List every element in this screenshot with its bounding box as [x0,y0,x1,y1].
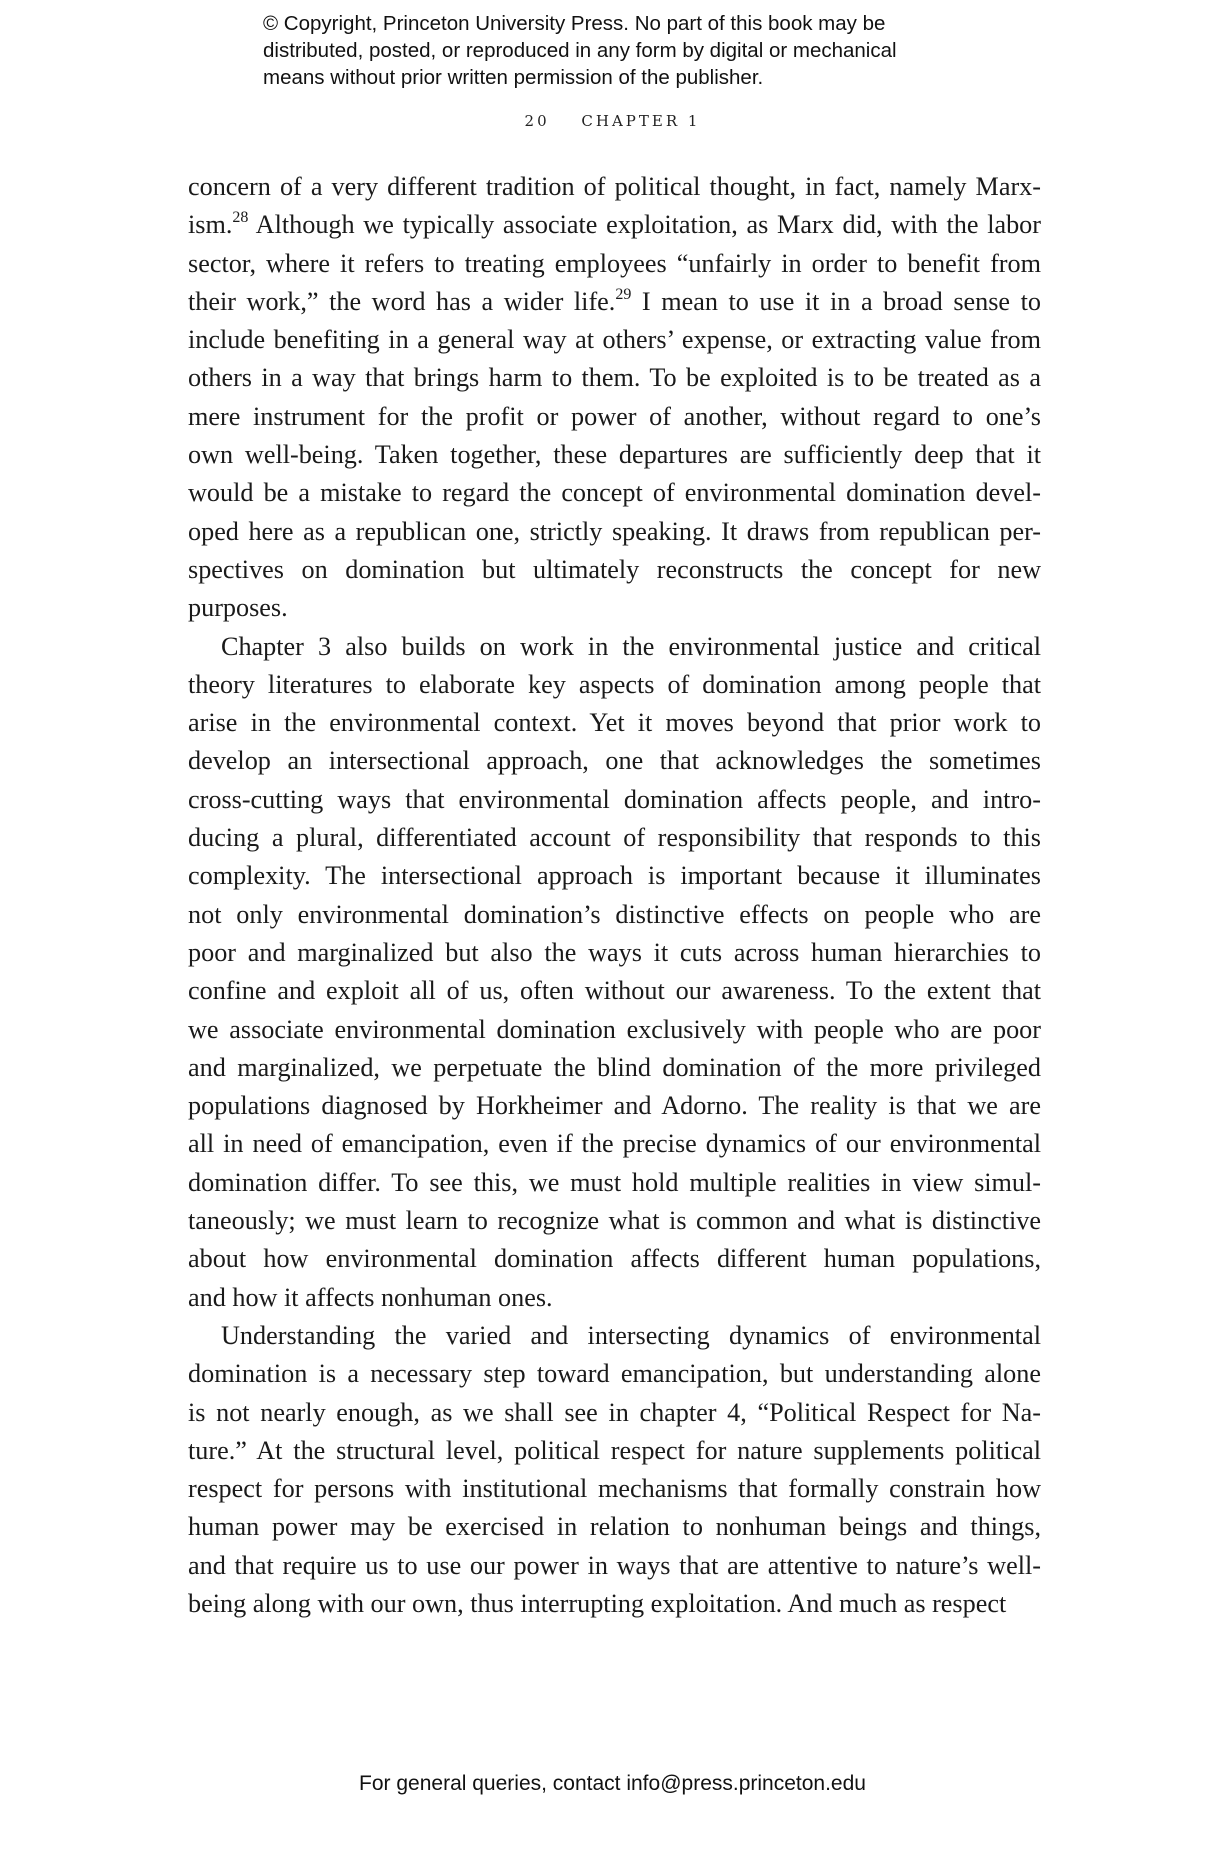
text-segment: arise in the environmental context. Yet it moves beyond that prior work to [188,708,1041,738]
text-line [188,206,1041,244]
text-segment: ducing a plural, differentiated account of responsibility that responds to this [188,823,1041,853]
text-segment: domination is a necessary step toward emancipation, but understanding alone [188,1359,1041,1389]
text-line [188,1011,1041,1049]
text-line [188,551,1041,589]
text-segment: confine and exploit all of us, often without our awareness. To the extent that [188,976,1041,1006]
footer-contact: For general queries, contact info@press.princeton.edu [359,1772,866,1795]
text-segment: poor and marginalized but also the ways it cuts across human hierarchies to [188,937,1041,967]
page-number: 20 [524,112,550,130]
text-segment: cross-cutting ways that environmental domination affects people, and intro- [188,784,1041,814]
text-segment: others in a way that brings harm to them. To be exploited is to be treated as a [188,363,1041,393]
text-segment: we associate environmental domination exclusively with people who are poor [188,1014,1041,1044]
copyright-line: distributed, posted, or reproduced in any form by digital or mechanical [263,39,897,62]
footnote-marker[interactable]: 29 [615,285,632,303]
text-segment: I mean to use it in a broad sense to [631,286,1041,316]
text-segment: domination differ. To see this, we must hold multiple realities in view simul- [188,1167,1041,1197]
text-segment: spectives on domination but ultimately reconstructs the concept for new [188,554,1041,584]
text-line [188,1355,1041,1393]
text-segment: mere instrument for the profit or power of another, without regard to one’s [188,401,1041,431]
copyright-notice [263,10,983,91]
text-line [188,1317,1041,1355]
text-line [188,513,1041,551]
text-line [188,321,1041,359]
text-line [188,168,1041,206]
text-line [188,628,1041,666]
text-line [188,934,1041,972]
text-segment: human power may be exercised in relation to nonhuman beings and things, [188,1512,1041,1542]
text-line [188,666,1041,704]
text-segment: develop an intersectional approach, one that acknowledges the sometimes [188,746,1041,776]
text-line [188,1087,1041,1125]
text-segment: respect for persons with institutional mechanisms that formally constrain how [188,1474,1041,1504]
body-text [188,168,1041,1623]
text-line [188,1164,1041,1202]
text-segment: include benefiting in a general way at others’ expense, or extracting value from [188,325,1041,355]
text-line [188,245,1041,283]
text-line [188,1125,1041,1163]
text-segment: Understanding the varied and intersecting dynamics of environmental [221,1320,1041,1350]
text-segment: theory literatures to elaborate key aspects of domination among people that [188,669,1041,699]
running-head [0,112,1225,130]
text-line [188,781,1041,819]
text-segment: concern of a very different tradition of political thought, in fact, namely Marx- [188,172,1041,201]
footnote-marker[interactable]: 28 [232,209,249,227]
text-line [188,742,1041,780]
text-segment: own well-being. Taken together, these departures are sufficiently deep that it [188,440,1041,470]
text-segment: about how environmental domination affects different human populations, [188,1244,1041,1274]
paragraph [188,1317,1041,1623]
text-line [188,436,1041,474]
text-line [188,704,1041,742]
text-line [188,1394,1041,1432]
text-line [188,896,1041,934]
text-line [188,1049,1041,1087]
text-segment: and that require us to use our power in ways that are attentive to nature’s well- [188,1550,1041,1580]
text-segment: would be a mistake to regard the concept of environmental domination devel- [188,478,1041,508]
text-line [188,857,1041,895]
text-line [188,1508,1041,1546]
text-segment: is not nearly enough, as we shall see in chapter 4, “Political Respect for Na- [188,1397,1041,1427]
text-line [188,283,1041,321]
text-line [188,1432,1041,1470]
text-segment: complexity. The intersectional approach is important because it illuminates [188,861,1041,891]
text-line [188,1202,1041,1240]
text-segment: and how it affects nonhuman ones. [188,1282,553,1312]
text-segment: all in need of emancipation, even if the precise dynamics of our environmental [188,1129,1041,1159]
copyright-line: © Copyright, Princeton University Press. No part of this book may be [263,12,886,35]
text-line [188,1547,1041,1585]
text-segment: and marginalized, we perpetuate the blind domination of the more privileged [188,1052,1041,1082]
text-line [188,1279,1041,1317]
text-segment: their work,” the word has a wider life. [188,286,616,316]
text-line [188,359,1041,397]
text-line [188,1240,1041,1278]
text-segment: purposes. [188,593,288,623]
text-line [188,589,1041,627]
paragraph [188,628,1041,1317]
text-line [188,398,1041,436]
text-segment: populations diagnosed by Horkheimer and Adorno. The reality is that we are [188,1091,1041,1121]
text-line [188,1470,1041,1508]
text-line [188,1585,1041,1623]
text-segment: Chapter 3 also builds on work in the environmental justice and critical [221,631,1041,661]
text-line [188,474,1041,512]
text-line [188,972,1041,1010]
copyright-line: means without prior written permission of the publisher. [263,66,764,89]
text-segment: not only environmental domination’s distinctive effects on people who are [188,899,1041,929]
text-segment: being along with our own, thus interrupting exploitation. And much as respect [188,1588,1007,1618]
text-segment: Although we typically associate exploitation, as Marx did, with the labor [248,210,1041,240]
text-segment: ism. [188,210,233,240]
text-line [188,819,1041,857]
text-segment: sector, where it refers to treating employees “unfairly in order to benefit from [188,248,1041,278]
chapter-label: CHAPTER 1 [581,112,701,130]
text-segment: oped here as a republican one, strictly speaking. It draws from republican per- [188,516,1041,546]
text-segment: taneously; we must learn to recognize what is common and what is distinctive [188,1206,1041,1236]
paragraph [188,168,1041,628]
text-segment: ture.” At the structural level, political respect for nature supplements political [188,1435,1041,1465]
